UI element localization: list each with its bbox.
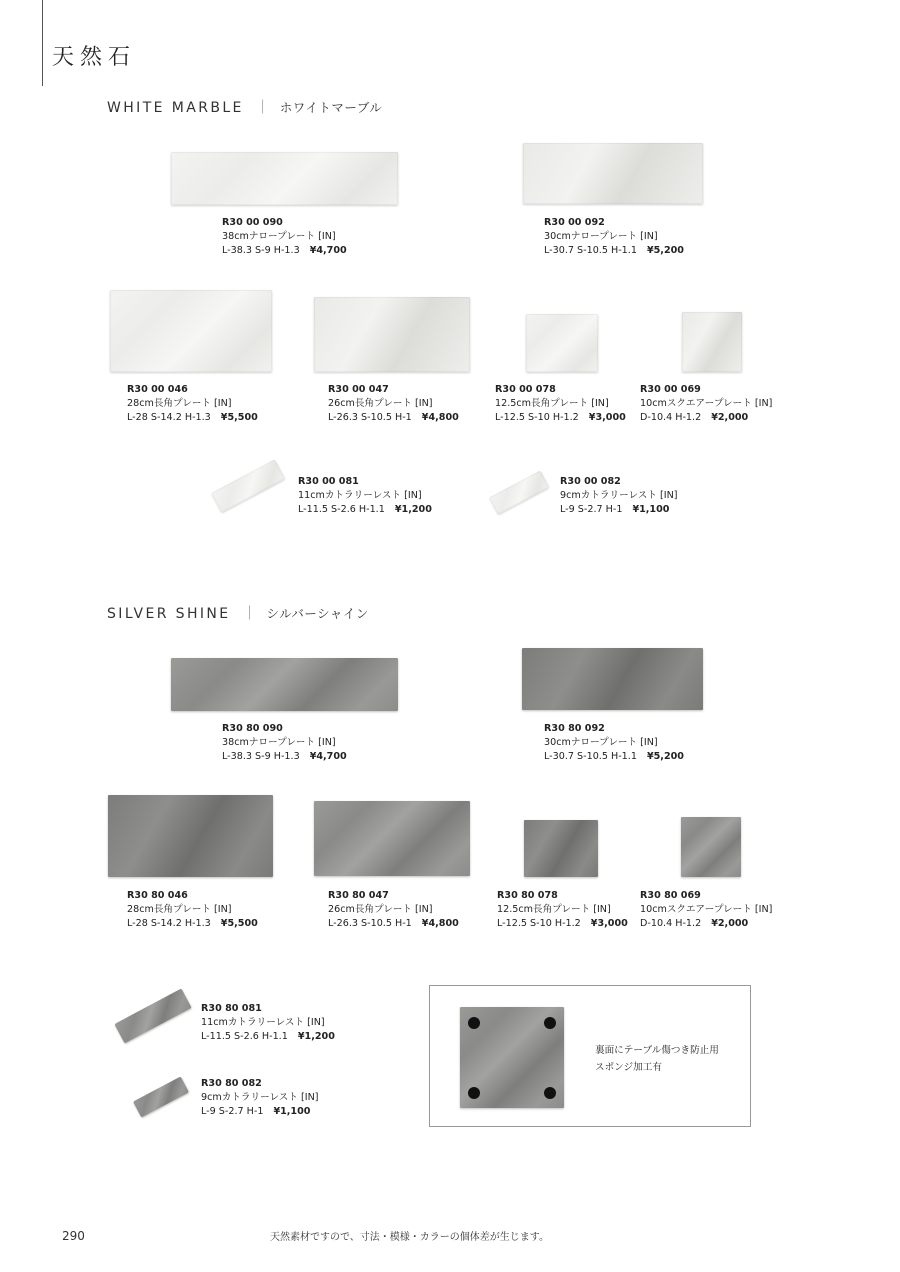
footer-note: 天然素材ですので、寸法・模様・カラーの個体差が生じます。 bbox=[270, 1232, 549, 1243]
product-image-silver-28cm-rect-plate bbox=[108, 795, 273, 877]
product-info-white-4 bbox=[328, 383, 459, 425]
product-name: 26cm長角プレート [IN] bbox=[328, 398, 433, 409]
product-code: R30 80 092 bbox=[544, 723, 605, 734]
product-price: ¥2,000 bbox=[711, 918, 749, 929]
product-info-silver-5 bbox=[497, 889, 628, 931]
section-heading-white-marble bbox=[107, 97, 382, 117]
section-title-en: WHITE MARBLE bbox=[107, 100, 244, 116]
product-name: 38cmナロープレート [IN] bbox=[222, 737, 336, 748]
product-dims: L-28 S-14.2 H-1.3 bbox=[127, 412, 211, 423]
product-info-white-3 bbox=[127, 383, 258, 425]
product-image-white-30cm-narrow-plate bbox=[523, 143, 703, 204]
section-title-jp: ホワイトマーブル bbox=[279, 100, 383, 115]
product-info-white-2 bbox=[544, 216, 684, 258]
product-name: 9cmカトラリーレスト [IN] bbox=[560, 490, 678, 501]
product-name: 10cmスクエアープレート [IN] bbox=[640, 904, 773, 915]
product-name: 12.5cm長角プレート [IN] bbox=[497, 904, 611, 915]
product-price: ¥1,200 bbox=[297, 1031, 335, 1042]
product-price: ¥5,200 bbox=[646, 245, 684, 256]
product-info-white-6 bbox=[640, 383, 772, 425]
page-number: 290 bbox=[62, 1229, 85, 1243]
product-info-silver-4 bbox=[328, 889, 459, 931]
product-code: R30 80 069 bbox=[640, 890, 701, 901]
product-image-silver-10cm-square-plate bbox=[681, 817, 741, 877]
product-price: ¥4,700 bbox=[309, 751, 347, 762]
section-separator: ｜ bbox=[242, 606, 257, 622]
product-name: 10cmスクエアープレート [IN] bbox=[640, 398, 773, 409]
product-dims: L-9 S-2.7 H-1 bbox=[560, 504, 623, 515]
product-info-white-1 bbox=[222, 216, 347, 258]
product-image-white-12-5cm-rect-plate bbox=[526, 314, 598, 372]
product-dims: L-30.7 S-10.5 H-1.1 bbox=[544, 245, 637, 256]
product-code: R30 00 090 bbox=[222, 217, 283, 228]
product-price: ¥1,100 bbox=[632, 504, 670, 515]
product-image-underside bbox=[460, 1007, 564, 1108]
product-dims: L-9 S-2.7 H-1 bbox=[201, 1106, 264, 1117]
product-dims: L-30.7 S-10.5 H-1.1 bbox=[544, 751, 637, 762]
product-dims: D-10.4 H-1.2 bbox=[640, 918, 702, 929]
product-info-silver-3 bbox=[127, 889, 258, 931]
product-code: R30 00 069 bbox=[640, 384, 701, 395]
product-dims: L-11.5 S-2.6 H-1.1 bbox=[298, 504, 385, 515]
product-code: R30 80 090 bbox=[222, 723, 283, 734]
product-image-white-11cm-cutlery-rest bbox=[211, 459, 285, 512]
section-title-jp: シルバーシャイン bbox=[266, 606, 369, 621]
product-code: R30 00 078 bbox=[495, 384, 556, 395]
product-dims: L-28 S-14.2 H-1.3 bbox=[127, 918, 211, 929]
product-dims: D-10.4 H-1.2 bbox=[640, 412, 702, 423]
note-line-2: スポンジ加工有 bbox=[595, 1062, 662, 1073]
product-price: ¥5,200 bbox=[646, 751, 684, 762]
product-image-silver-38cm-narrow-plate bbox=[171, 658, 398, 711]
product-code: R30 00 047 bbox=[328, 384, 389, 395]
product-price: ¥1,200 bbox=[394, 504, 432, 515]
product-code: R30 00 081 bbox=[298, 476, 359, 487]
product-price: ¥4,800 bbox=[421, 412, 459, 423]
product-image-silver-9cm-cutlery-rest bbox=[133, 1076, 189, 1117]
sponge-pad bbox=[468, 1087, 480, 1099]
title-rule bbox=[42, 0, 43, 86]
product-price: ¥3,000 bbox=[588, 412, 626, 423]
product-image-white-26cm-rect-plate bbox=[314, 297, 470, 372]
product-price: ¥1,100 bbox=[273, 1106, 311, 1117]
product-dims: L-26.3 S-10.5 H-1 bbox=[328, 918, 412, 929]
product-code: R30 00 092 bbox=[544, 217, 605, 228]
sponge-pad bbox=[468, 1017, 480, 1029]
product-name: 30cmナロープレート [IN] bbox=[544, 231, 658, 242]
product-name: 30cmナロープレート [IN] bbox=[544, 737, 658, 748]
product-code: R30 80 047 bbox=[328, 890, 389, 901]
product-price: ¥4,800 bbox=[421, 918, 459, 929]
product-dims: L-38.3 S-9 H-1.3 bbox=[222, 245, 300, 256]
note-box bbox=[429, 985, 751, 1127]
section-heading-silver-shine bbox=[107, 603, 369, 623]
product-price: ¥5,500 bbox=[220, 918, 258, 929]
product-image-silver-12-5cm-rect-plate bbox=[524, 820, 598, 877]
sponge-pad bbox=[544, 1087, 556, 1099]
section-title-en: SILVER SHINE bbox=[107, 606, 231, 622]
product-name: 28cm長角プレート [IN] bbox=[127, 904, 232, 915]
product-image-white-38cm-narrow-plate bbox=[171, 152, 398, 205]
product-code: R30 00 046 bbox=[127, 384, 188, 395]
sponge-pad bbox=[544, 1017, 556, 1029]
product-dims: L-12.5 S-10 H-1.2 bbox=[497, 918, 581, 929]
product-dims: L-11.5 S-2.6 H-1.1 bbox=[201, 1031, 288, 1042]
product-name: 28cm長角プレート [IN] bbox=[127, 398, 232, 409]
product-image-white-10cm-square-plate bbox=[682, 312, 742, 372]
product-dims: L-12.5 S-10 H-1.2 bbox=[495, 412, 579, 423]
product-code: R30 80 081 bbox=[201, 1003, 262, 1014]
page-title: 天然石 bbox=[52, 45, 137, 70]
product-info-white-8 bbox=[560, 475, 678, 517]
product-image-silver-11cm-cutlery-rest bbox=[114, 988, 191, 1043]
product-code: R30 00 082 bbox=[560, 476, 621, 487]
product-info-silver-8 bbox=[201, 1077, 319, 1119]
product-image-white-9cm-cutlery-rest bbox=[489, 470, 549, 514]
product-image-silver-26cm-rect-plate bbox=[314, 801, 470, 876]
note-text bbox=[595, 1042, 719, 1076]
product-info-white-7 bbox=[298, 475, 432, 517]
product-info-silver-1 bbox=[222, 722, 347, 764]
product-price: ¥3,000 bbox=[590, 918, 628, 929]
product-dims: L-38.3 S-9 H-1.3 bbox=[222, 751, 300, 762]
product-price: ¥2,000 bbox=[711, 412, 749, 423]
product-dims: L-26.3 S-10.5 H-1 bbox=[328, 412, 412, 423]
product-code: R30 80 078 bbox=[497, 890, 558, 901]
product-price: ¥4,700 bbox=[309, 245, 347, 256]
product-code: R30 80 082 bbox=[201, 1078, 262, 1089]
product-image-silver-30cm-narrow-plate bbox=[522, 648, 703, 710]
product-name: 26cm長角プレート [IN] bbox=[328, 904, 433, 915]
section-separator: ｜ bbox=[255, 100, 270, 116]
product-name: 9cmカトラリーレスト [IN] bbox=[201, 1092, 319, 1103]
product-image-white-28cm-rect-plate bbox=[110, 290, 272, 372]
product-info-white-5 bbox=[495, 383, 626, 425]
product-code: R30 80 046 bbox=[127, 890, 188, 901]
product-info-silver-7 bbox=[201, 1002, 335, 1044]
product-name: 12.5cm長角プレート [IN] bbox=[495, 398, 609, 409]
product-name: 38cmナロープレート [IN] bbox=[222, 231, 336, 242]
product-info-silver-2 bbox=[544, 722, 684, 764]
product-info-silver-6 bbox=[640, 889, 772, 931]
product-price: ¥5,500 bbox=[220, 412, 258, 423]
product-name: 11cmカトラリーレスト [IN] bbox=[298, 490, 422, 501]
product-name: 11cmカトラリーレスト [IN] bbox=[201, 1017, 325, 1028]
note-line-1: 裏面にテーブル傷つき防止用 bbox=[595, 1045, 719, 1056]
